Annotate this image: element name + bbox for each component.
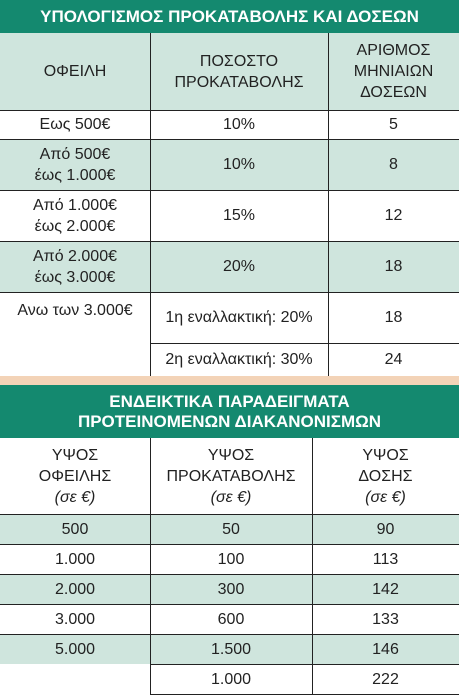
table2-divider [0,514,459,515]
table1-row [0,292,459,376]
down-payment-amount: 1.500 [210,640,252,658]
debt-range: Από 500€ έως 1.000€ [34,145,116,184]
table1-header-down-payment: ΠΟΣΟΣΤΟ ΠΡΟΚΑΤΑΒΟΛΗΣ [174,52,304,91]
table1-title: ΥΠΟΛΟΓΙΣΜΟΣ ΠΡΟΚΑΤΑΒΟΛΗΣ ΚΑΙ ΔΟΣΕΩΝ [0,0,459,33]
down-payment-pct: 10% [222,156,256,173]
debt-amount: 1.000 [54,550,96,568]
debt-amount [0,664,150,694]
table2-row [0,544,459,574]
table2-row [0,604,459,634]
table2-divider [0,544,459,545]
debt-range: Από 1.000€ έως 2.000€ [33,196,117,235]
table1-header-debt: ΟΦΕΙΛΗ [43,63,107,80]
table2-divider [150,664,459,665]
down-payment-amount: 50 [222,520,240,538]
debt-amount: 2.000 [54,580,96,598]
table2-row [0,574,459,604]
down-payment-amount: 300 [217,580,245,598]
debt-range: Ανω των 3.000€ [17,302,133,319]
debt-range: Από 2.000€ έως 3.000€ [33,247,117,286]
down-payment-amount: 1.000 [210,670,252,688]
table1-divider [0,190,459,191]
debt-amount: 500 [61,520,89,538]
installment-count: 8 [389,156,398,173]
section-separator [0,376,459,385]
installment-amount: 90 [376,520,395,538]
table2-divider [0,634,459,635]
table1-divider [150,33,151,376]
installment-amount: 133 [372,610,399,628]
table1-row [0,241,459,292]
down-payment-amount: 600 [217,610,245,628]
table1-divider [150,343,459,344]
table1-row [0,139,459,190]
installment-count: 18 [384,309,403,326]
table2-divider [312,438,313,695]
debt-range: Εως 500€ [39,116,111,133]
debt-amount: 3.000 [54,610,96,628]
table1-divider [328,33,329,376]
table2-header-debt: ΥΨΟΣ ΟΦΕΙΛΗΣ (σε €) [38,446,112,506]
down-payment-amount: 100 [217,550,245,568]
table2-divider [0,574,459,575]
down-payment-pct: 1η εναλλακτική: 20% [165,309,313,326]
installment-count: 5 [389,116,398,133]
table2-divider [0,604,459,605]
installment-count: 12 [384,207,403,224]
table1-row [0,110,459,139]
installment-amount: 142 [372,580,399,598]
table2-row [0,634,459,664]
down-payment-pct: 15% [222,207,256,224]
table2-row [0,664,459,695]
table1-divider [0,139,459,140]
down-payment-pct: 20% [222,258,256,275]
table2-divider [150,438,151,695]
table2-header-installment: ΥΨΟΣ ΔΟΣΗΣ (σε €) [358,446,413,506]
down-payment-pct: 10% [222,116,256,133]
table1-divider [0,110,459,111]
debt-amount: 5.000 [54,640,96,658]
down-payment-pct: 2η εναλλακτική: 30% [165,351,313,368]
installment-amount: 146 [372,640,399,658]
table1-divider [0,292,459,293]
installment-count: 18 [384,258,403,275]
table2-row [0,514,459,544]
installment-count: 24 [384,351,403,368]
table2-header-down-payment: ΥΨΟΣ ΠΡΟΚΑΤΑΒΟΛΗΣ (σε €) [166,446,296,506]
installment-amount: 113 [372,550,399,568]
installment-amount: 222 [372,670,399,688]
table1-row [0,190,459,241]
table1-header-installments: ΑΡΙΘΜΟΣ ΜΗΝΙΑΙΩΝ ΔΟΣΕΩΝ [353,42,434,101]
table1-divider [0,241,459,242]
table2-title: ΕΝΔΕΙΚΤΙΚΑ ΠΑΡΑΔΕΙΓΜΑΤΑ ΠΡΟΤΕΙΝΟΜΕΝΩΝ ΔΙΑΚΑΝΟΝΙΣΜΩΝ [0,385,459,438]
table2-header-row [0,438,459,514]
